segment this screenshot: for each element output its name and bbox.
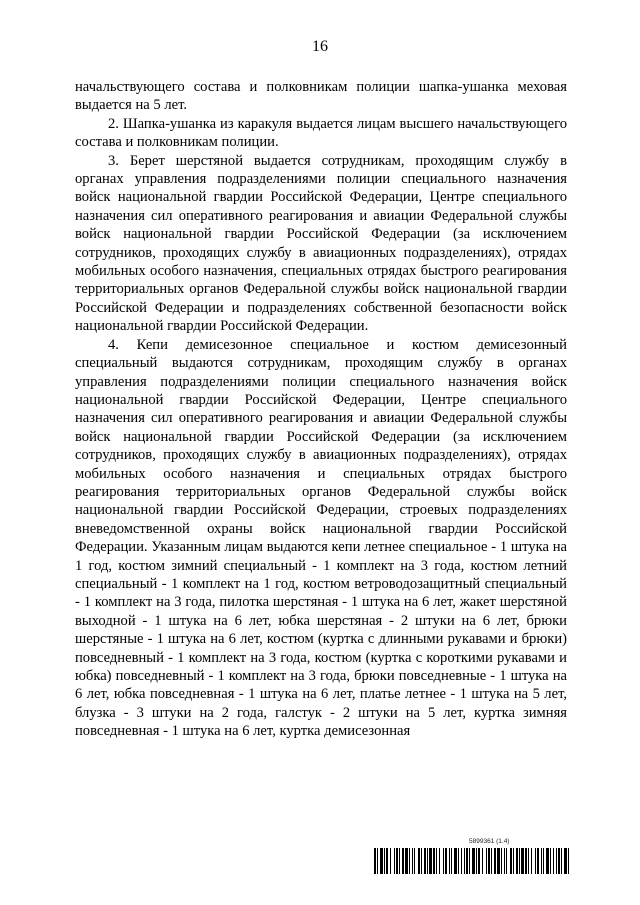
barcode-bar [558, 848, 560, 874]
barcode-bar [409, 848, 410, 874]
barcode-bar [561, 848, 562, 874]
barcode-bar [491, 848, 492, 874]
barcode-bar [486, 848, 487, 874]
barcode-bar [449, 848, 450, 874]
barcode-bar [384, 848, 385, 874]
barcode-bar [445, 848, 447, 874]
barcode-bar [458, 848, 459, 874]
barcode-bar [427, 848, 428, 874]
barcode-bar [488, 848, 490, 874]
barcode-bar [421, 848, 422, 874]
barcode-bar [424, 848, 426, 874]
barcode-bar [506, 848, 507, 874]
barcode-bar [418, 848, 420, 874]
barcode-bar [510, 848, 512, 874]
barcode-bar [464, 848, 465, 874]
barcode-bar [478, 848, 480, 874]
barcode-bar [513, 848, 514, 874]
barcode-bar [556, 848, 557, 874]
barcode-bar [546, 848, 549, 874]
barcode-bar [377, 848, 378, 874]
barcode-bar [476, 848, 477, 874]
barcode-bar [553, 848, 554, 874]
barcode-bar [537, 848, 539, 874]
barcode-bar [497, 848, 500, 874]
barcode-bar [564, 848, 567, 874]
barcode-code: 5899361 (1.4) [469, 838, 510, 845]
barcode-bar [394, 848, 395, 874]
barcode-bar [531, 848, 532, 874]
barcode-bar [482, 848, 483, 874]
barcode-bar [443, 848, 444, 874]
barcode-bar [535, 848, 536, 874]
document-body [75, 78, 567, 741]
paragraph-item-3: 3. Берет шерстяной выдается сотрудникам, проходящим службу в органах управления подразделениями полиции специального назначения войск национальной гвардии Российской Федерации, Центре специального назначения сил оперативного реагирования и авиации Федеральной службы войск национальной гвардии Российской Федерации (за исключением сотрудников, проходящих службу в авиационных подразделениях), отрядах мобильных особого назначения, специальных отрядах быстрого реагирования территориальных органов Федеральной службы войск национальной гвардии Российской Федерации и подразделениях собственной безопасности войск национальной гвардии Российской Федерации. [75, 152, 567, 335]
paragraph-continuation: начальствующего состава и полковникам полиции шапка-ушанка меховая выдается на 5 лет. [75, 79, 567, 114]
barcode-bar [414, 848, 415, 874]
barcode-bar [374, 848, 376, 874]
barcode-bar [519, 848, 520, 874]
barcode-bar [433, 848, 435, 874]
barcode-bar [472, 848, 475, 874]
barcode-bar [451, 848, 452, 874]
barcode-bar [568, 848, 569, 874]
barcode-bar [439, 848, 440, 874]
barcode-bar [541, 848, 542, 874]
barcode-bar [525, 848, 527, 874]
barcode-bar [412, 848, 413, 874]
paragraph-item-4: 4. Кепи демисезонное специальное и костюм демисезонный специальный выдаются сотрудникам, проходящим службу в органах управления подразделениями полиции специального назначения войск национальной гвардии Российской Федерации, Центре специального назначения сил оперативного реагирования и авиации Федеральной службы войск национальной гвардии Российской Федерации (за исключением сотрудников, проходящих службу в авиационных подразделениях), отрядах мобильных особого назначения и специальных отрядах быстрого реагирования территориальных органов Федеральной службы войск национальной гвардии Российской Федерации, строевых подразделениях вневедомственной охраны войск национальной гвардии Российской Федерации. Указанным лицам выдаются кепи летнее специальное - 1 штука на 1 год, костюм зимний специальный - 1 комплект на 3 года, костюм летний специальный - 1 комплект на 1 год, костюм ветроводозащитный специальный - 1 комплект на 3 года, пилотка шерстяная - 1 штука на 6 лет, жакет шерстяной выходной - 1 штука на 6 лет, юбка шерстяная - 2 штуки на 6 лет, брюки шерстяные - 1 штука на 6 лет, костюм (куртка с длинными рукавами и брюки) повседневный - 1 комплект на 3 года, костюм (куртка с короткими рукавами и юбка) повседневный - 1 комплект на 3 года, брюки повседневные - 1 штука на 6 лет, юбка повседневная - 1 штука на 6 лет, платье летнее - 1 штука на 5 лет, блузка - 3 штуки на 2 года, галстук - 2 штуки на 5 лет, куртка зимняя повседневная - 1 штука на 6 лет, куртка демисезонная [75, 336, 567, 740]
barcode-bar [461, 848, 462, 874]
barcode-bar [504, 848, 505, 874]
barcode-bar [436, 848, 437, 874]
barcode-bar [390, 848, 391, 874]
barcode-bar [405, 848, 408, 874]
barcode-image [374, 848, 570, 874]
barcode-bar [396, 848, 398, 874]
paragraph-item-2: 2. Шапка-ушанка из каракуля выдается лицам высшего начальствующего состава и полковникам полиции. [75, 115, 567, 151]
barcode-bar [501, 848, 502, 874]
barcode-bar [466, 848, 468, 874]
barcode-bar [429, 848, 432, 874]
barcode-bar [521, 848, 524, 874]
barcode-bar [402, 848, 404, 874]
barcode-bar [399, 848, 400, 874]
barcode-bar [494, 848, 496, 874]
barcode-bar [516, 848, 518, 874]
barcode-bar [469, 848, 470, 874]
page-number: 16 [312, 38, 328, 55]
barcode-bar [528, 848, 529, 874]
barcode-bar [543, 848, 544, 874]
barcode-bar [380, 848, 383, 874]
barcode-bar [386, 848, 388, 874]
barcode-bar [550, 848, 551, 874]
barcode-bar [454, 848, 457, 874]
